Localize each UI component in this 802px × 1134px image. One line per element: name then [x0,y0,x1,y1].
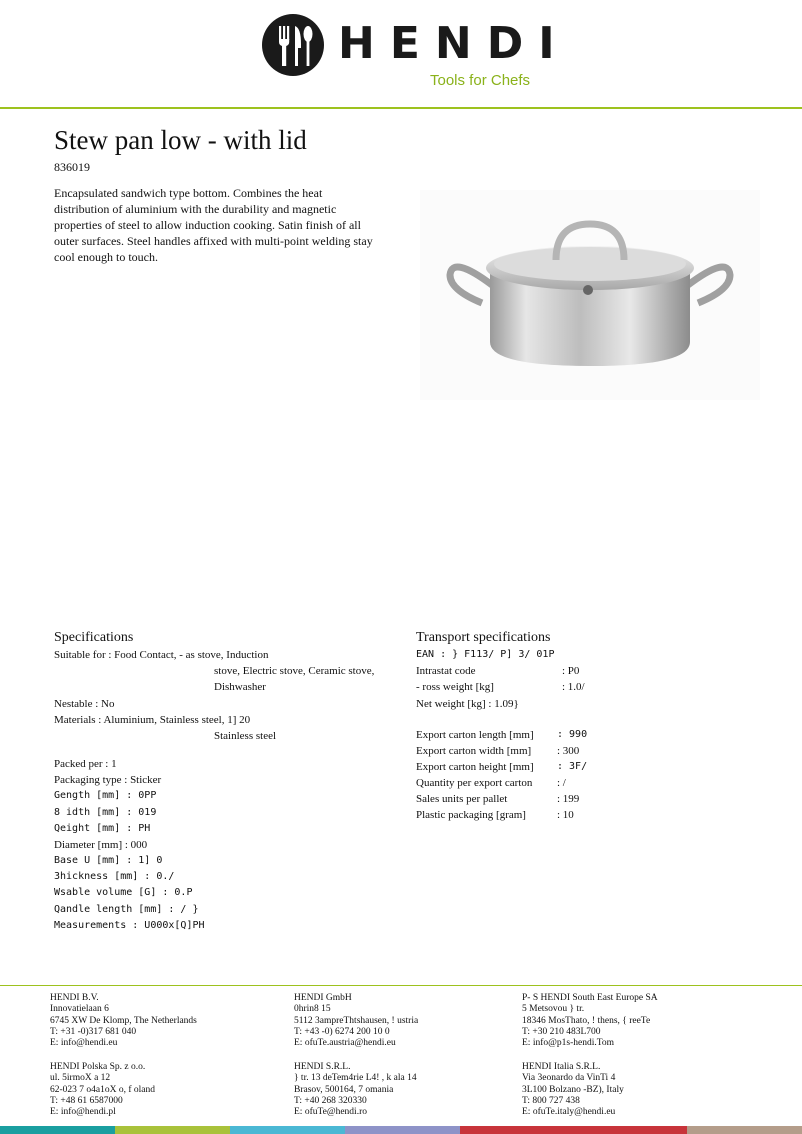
color-segment [0,1126,115,1134]
office-email[interactable]: E: info@hendi.pl [50,1107,116,1118]
footer-color-bar [0,1126,802,1134]
transport-carton-label: Export carton width [mm] [416,745,532,757]
product-title: Stew pan low - with lid [54,125,307,155]
spec-packed-per: Packed per : 1 [54,758,117,770]
office-email[interactable]: E: info@hendi.eu [50,1038,118,1049]
spec-thickness: 3hickness [mm] : 0./ [54,871,175,882]
office-line: 5112 3ampreThtshausen, ! ustria [294,1015,419,1026]
office-line: Brasov, 500164, 7 omania [294,1084,394,1095]
spec-measurements: Measurements : U000x[Q]PH [54,920,205,931]
office-line: Via 3eonardo da VinTi 4 [522,1073,616,1084]
office-phone: T: 800 727 438 [522,1095,580,1106]
office-phone: T: +40 268 320330 [294,1095,367,1106]
brand-name: HENDI [338,18,570,69]
transport-row-value: : P0 [562,665,580,677]
office-address [294,1062,417,1118]
office-name: HENDI S.R.L. [294,1062,351,1072]
specifications-heading: Specifications [54,630,134,645]
transport-heading: Transport specifications [416,630,551,645]
spec-materials: Materials : Aluminium, Stainless steel, 1] 20 [54,714,251,726]
product-sku: 836019 [54,160,90,174]
office-address [522,993,658,1049]
transport-row-label: Intrastat code [416,665,476,677]
spec-diameter: Diameter [mm] : 000 [54,839,148,851]
product-image [420,190,760,400]
office-phone: T: +43 -0) 6274 200 10 0 [294,1026,390,1037]
transport-row-label: - ross weight [kg] [416,681,494,693]
office-line: 0hrin8 15 [294,1004,331,1015]
spec-base: Base U [mm] : 1] 0 [54,855,163,866]
office-line: } tr. 13 deTem4rie L4! , k ala 14 [294,1073,417,1084]
color-segment [230,1126,345,1134]
header-divider [0,107,802,109]
cutlery-logo-icon [262,14,324,76]
office-email[interactable]: E: ofuTe@hendi.ro [294,1107,367,1118]
transport-row-label: Net weight [kg] : 1.09} [416,698,519,710]
transport-carton-value: : 10 [557,809,574,821]
color-segment [460,1126,687,1134]
color-segment [345,1126,460,1134]
transport-carton-label: Export carton height [mm] [416,761,534,773]
transport-row-value: : 1.0/ [562,681,585,693]
spec-suitable-for-cont: stove, Electric stove, Ceramic stove, [214,665,375,677]
office-name: HENDI Italia S.R.L. [522,1062,601,1072]
transport-carton-value: : 3F/ [557,761,588,772]
transport-carton-value: : 199 [557,793,580,805]
transport-carton-label: Quantity per export carton [416,777,533,789]
office-line: ul. 5irmoX a 12 [50,1073,111,1084]
spec-height: Qeight [mm] : PH [54,823,151,834]
spec-usable-volume: Wsable volume [G] : 0.P [54,887,193,898]
transport-carton-label: Plastic packaging [gram] [416,809,526,821]
spec-width: 8 idth [mm] : 019 [54,807,157,818]
office-email[interactable]: E: ofuTe.austria@hendi.eu [294,1038,396,1049]
hendi-logo[interactable] [262,14,570,94]
transport-ean: EAN : } F113/ P] 3/ 01P [416,649,555,660]
office-phone: T: +31 -0)317 681 040 [50,1026,137,1037]
office-name: HENDI B.V. [50,993,99,1003]
spec-suitable-for: Suitable for : Food Contact, - as stove, Induction [54,649,269,661]
office-line: 18346 MosThato, ! thens, { reeTe [522,1015,651,1026]
transport-carton-value: : 990 [557,729,588,740]
office-email[interactable]: E: ofuTe.italy@hendi.eu [522,1107,616,1118]
office-phone: T: +48 61 6587000 [50,1095,123,1106]
office-address [294,993,418,1049]
transport-carton-value: : 300 [557,745,580,757]
office-address [50,1062,155,1118]
transport-carton-label: Sales units per pallet [416,793,508,805]
transport-carton-label: Export carton length [mm] [416,729,534,741]
office-name: HENDI GmbH [294,993,352,1003]
color-segment [115,1126,230,1134]
office-name: P- S HENDI South East Europe SA [522,993,658,1003]
office-address [50,993,197,1049]
office-line: 6745 XW De Klomp, The Netherlands [50,1015,197,1026]
office-email[interactable]: E: info@p1s-hendi.Tom [522,1038,614,1049]
office-line: 3L100 Bolzano -BZ), Italy [522,1084,624,1095]
office-phone: T: +30 210 483L700 [522,1026,601,1037]
office-name: HENDI Polska Sp. z o.o. [50,1062,146,1072]
color-segment [687,1126,802,1134]
spec-packaging-type: Packaging type : Sticker [54,774,162,786]
spec-materials-cont: Stainless steel [214,730,277,742]
office-line: 5 Metsovou } tr. [522,1004,585,1015]
product-description: Encapsulated sandwich type bottom. Combines the heat distribution of aluminium with the durability and magnetic properties of steel to allow induction cooking. Satin finish of all outer surfaces. Steel handles affixed with multi-point welding stay cool enough to touch. [54,186,373,264]
office-line: 62-023 7 o4a1oX o, f oland [50,1084,156,1095]
spec-handle-length: Qandle length [mm] : / } [54,904,199,915]
spec-suitable-for-cont: Dishwasher [214,681,266,693]
transport-carton-value: : / [557,777,566,789]
office-line: Innovatielaan 6 [50,1004,109,1015]
spec-nestable: Nestable : No [54,698,115,710]
office-address [522,1062,624,1118]
footer-divider [0,985,802,986]
brand-tagline: Tools for Chefs [430,72,531,89]
spec-length: Gength [mm] : 0PP [54,790,157,801]
